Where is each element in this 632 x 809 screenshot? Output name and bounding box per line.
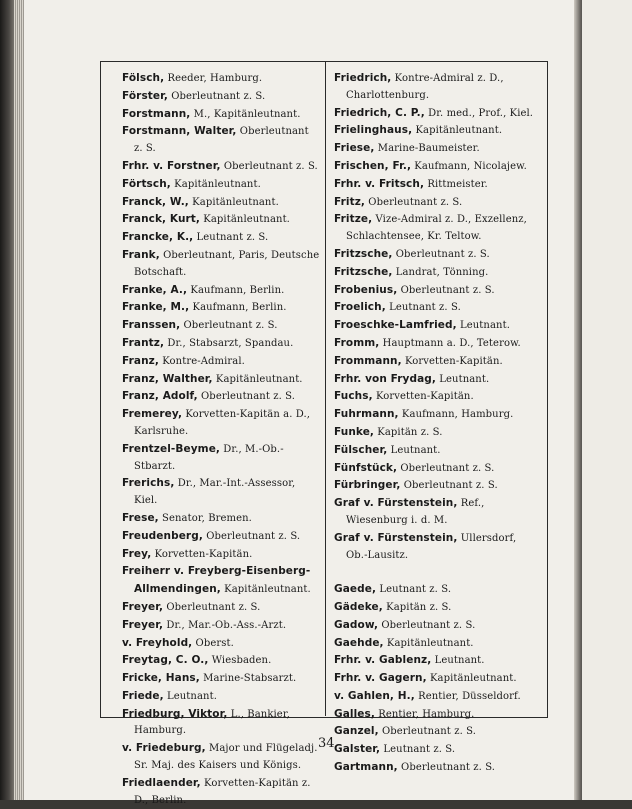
entry-name: Fromm,	[334, 336, 380, 349]
directory-entry	[122, 388, 320, 406]
entry-name: Galles,	[334, 707, 375, 720]
entry-name: Franssen,	[122, 319, 181, 332]
directory-entry	[122, 194, 320, 212]
directory-entry	[334, 706, 540, 724]
entry-description: Kapitänleutnant.	[412, 125, 503, 137]
directory-entry	[334, 176, 540, 194]
directory-entry	[334, 194, 540, 212]
entry-name: Fuhrmann,	[334, 408, 399, 421]
directory-entry	[334, 246, 540, 264]
entry-name: Frhr. von Frydag,	[334, 372, 436, 385]
entry-description: Oberst.	[192, 637, 234, 649]
directory-entry	[122, 441, 320, 476]
entry-name: Forstmann, Walter,	[122, 125, 237, 138]
directory-entry	[122, 335, 320, 353]
directory-entry	[122, 652, 320, 670]
directory-entry	[122, 528, 320, 546]
entry-description: Leutnant.	[431, 655, 485, 667]
entry-name: Freyer,	[122, 600, 164, 613]
directory-entry	[334, 652, 540, 670]
entry-name: Förster,	[122, 89, 168, 102]
entry-description: Kaufmann, Berlin.	[189, 302, 287, 314]
entry-name: Galster,	[334, 743, 381, 756]
directory-entry	[334, 140, 540, 158]
directory-entry	[334, 617, 540, 635]
entry-description: Kapitänleutnant.	[383, 637, 474, 649]
entry-name: Fuchs,	[334, 390, 373, 403]
entry-description: L., Bankier, Hamburg.	[134, 708, 290, 737]
left-column	[122, 70, 320, 809]
entry-description: Oberleutnant z. S.	[378, 619, 476, 631]
entry-description: Senator, Bremen.	[158, 512, 252, 524]
entry-description: Kapitänleutnant.	[188, 196, 279, 208]
directory-entry	[122, 123, 320, 158]
entry-name: Frhr. v. Forstner,	[122, 159, 221, 172]
directory-entry	[122, 706, 320, 741]
entry-description: Wiesbaden.	[208, 655, 272, 667]
directory-entry	[334, 335, 540, 353]
directory-entry	[122, 670, 320, 688]
entry-name: Gaehde,	[334, 636, 384, 649]
directory-entry	[334, 424, 540, 442]
entry-description: Kapitänleutnant.	[200, 214, 290, 226]
entry-name: Fünfstück,	[334, 461, 398, 474]
entry-name: Friedlaender,	[122, 776, 201, 789]
entry-description: Oberleutnant z. S.	[180, 320, 278, 332]
entry-name: Franz, Adolf,	[122, 390, 198, 403]
directory-entry	[122, 70, 320, 88]
directory-entry	[122, 247, 320, 282]
directory-entry	[334, 371, 540, 389]
entry-description: Oberleutnant z. S.	[220, 160, 318, 172]
directory-entry	[334, 406, 540, 424]
entry-description: Dr., Mar.-Int.-Assessor, Kiel.	[134, 478, 296, 507]
entry-description: Kapitänleutnant.	[426, 673, 517, 685]
entry-name: Francke, K.,	[122, 231, 194, 244]
entry-name: Fritzsche,	[334, 265, 393, 278]
entry-description: Leutnant.	[436, 373, 490, 385]
entry-name: Graf v. Fürstenstein,	[334, 497, 458, 510]
entry-description: Kapitän z. S.	[382, 601, 452, 613]
entry-description: Oberleutnant z. S.	[163, 601, 261, 613]
entry-description: Leutnant.	[387, 444, 441, 456]
directory-entry	[334, 530, 540, 565]
directory-entry	[334, 70, 540, 105]
entry-name: Friedrich,	[334, 72, 392, 84]
directory-entry	[122, 406, 320, 441]
entry-name: v. Friedeburg,	[122, 742, 206, 755]
entry-name: Frommann,	[334, 354, 402, 367]
entry-description: Ref., Wiesenburg i. d. M.	[346, 498, 485, 526]
entry-description: Korvetten-Kapitän.	[151, 548, 253, 560]
entry-name: Frentzel-Beyme,	[122, 442, 221, 455]
directory-entry	[334, 317, 540, 335]
right-column	[334, 70, 540, 777]
entry-name: Fritz,	[334, 195, 365, 208]
entry-name: Franz,	[122, 354, 159, 367]
entry-name: Frese,	[122, 511, 159, 524]
section-gap	[334, 564, 540, 581]
entry-name: Freudenberg,	[122, 529, 203, 542]
entry-name: Fritzsche,	[334, 247, 393, 260]
directory-entry	[334, 105, 540, 123]
entry-description: Oberleutnant z. S.	[392, 248, 490, 260]
directory-entry	[334, 282, 540, 300]
directory-entry	[122, 211, 320, 229]
entry-name: Gädeke,	[334, 600, 383, 613]
entry-name: Friede,	[122, 689, 164, 702]
entry-name: Frielinghaus,	[334, 124, 413, 137]
entry-name: Froeschke-Lamfried,	[334, 319, 457, 332]
directory-entry	[122, 599, 320, 617]
entry-description: Oberleutnant z. S.	[400, 480, 498, 492]
entry-description: Dr. med., Prof., Kiel.	[424, 107, 534, 119]
entry-description: Oberleutnant z. S.	[197, 391, 296, 403]
directory-entry	[122, 371, 320, 389]
entry-description: Rittmeister.	[424, 178, 488, 190]
entry-description: Oberleutnant z. S.	[378, 726, 476, 738]
directory-entry	[122, 176, 320, 194]
entry-description: Dr., Mar.-Ob.-Ass.-Arzt.	[163, 619, 287, 631]
directory-entry	[122, 299, 320, 317]
entry-name: Franke, M.,	[122, 301, 190, 314]
directory-entry	[334, 741, 540, 759]
directory-entry	[122, 88, 320, 106]
entry-name: Froelich,	[334, 301, 386, 314]
entry-description: Oberleutnant z. S.	[397, 284, 495, 296]
entry-name: Frhr. v. Fritsch,	[334, 177, 425, 190]
entry-description: Kapitänleutnant.	[170, 178, 261, 190]
entry-name: Fricke, Hans,	[122, 672, 200, 685]
directory-entry	[122, 475, 320, 510]
entry-description: Oberleutnant z. S.	[365, 196, 463, 208]
entry-name: Freiherr v. Freyberg-Eisenberg-Allmendingen,	[122, 565, 311, 596]
entry-name: Frey,	[122, 547, 152, 560]
entry-description: Korvetten-Kapitän.	[401, 355, 503, 367]
entry-name: Förtsch,	[122, 177, 171, 190]
entry-description: Leutnant z. S.	[376, 584, 452, 596]
entry-description: Oberleutnant z. S.	[167, 90, 266, 102]
entry-description: Oberleutnant z. S.	[202, 530, 301, 542]
directory-entry	[334, 158, 540, 176]
entry-name: Freyer,	[122, 618, 164, 631]
directory-entry	[122, 635, 320, 653]
entry-description: Leutnant z. S.	[385, 302, 461, 314]
page-number: 34	[318, 736, 335, 751]
directory-entry	[334, 477, 540, 495]
entry-description: Kontre-Admiral z. D., Charlottenburg.	[346, 73, 504, 101]
entry-name: Franck, W.,	[122, 195, 189, 208]
directory-entry	[334, 495, 540, 530]
entry-description: Kontre-Admiral.	[158, 355, 245, 367]
directory-entry	[122, 229, 320, 247]
entry-description: Kapitän z. S.	[374, 426, 443, 438]
entry-description: Landrat, Tönning.	[392, 266, 489, 278]
entry-description: Dr., Stabsarzt, Spandau.	[164, 337, 294, 349]
entry-description: Korvetten-Kapitän z. D., Berlin.	[134, 777, 311, 806]
entry-name: Forstmann,	[122, 107, 191, 120]
entry-name: Frischen, Fr.,	[334, 159, 412, 172]
entry-description: Oberleutnant z. S.	[134, 126, 309, 155]
entry-name: v. Freyhold,	[122, 636, 193, 649]
entry-name: Fölsch,	[122, 72, 165, 84]
directory-entry	[122, 158, 320, 176]
entry-name: Frerichs,	[122, 477, 175, 490]
directory-entry	[122, 740, 320, 775]
entry-name: Gadow,	[334, 618, 379, 631]
entry-description: Marine-Baumeister.	[374, 143, 480, 155]
entry-name: Funke,	[334, 425, 375, 438]
entry-description: Vize-Admiral z. D., Exzellenz, Schlachtensee, Kr. Teltow.	[346, 214, 527, 243]
entry-description: Kapitänleutnant.	[220, 584, 311, 596]
entry-description: Marine-Stabsarzt.	[199, 673, 297, 685]
entry-name: Frank,	[122, 248, 160, 261]
directory-entry	[122, 106, 320, 124]
entry-description: Oberleutnant, Paris, Deutsche Botschaft.	[134, 249, 320, 278]
entry-description: Kaufmann, Hamburg.	[398, 409, 514, 421]
entry-description: Leutnant.	[456, 320, 510, 332]
directory-entry	[122, 775, 320, 809]
entry-name: Fritze,	[334, 213, 373, 226]
entry-name: Freytag, C. O.,	[122, 654, 209, 667]
entry-description: Rentier, Hamburg.	[374, 708, 475, 720]
entry-description: Ullersdorf, Ob.-Lausitz.	[346, 532, 517, 561]
entry-description: Korvetten-Kapitän.	[372, 391, 474, 403]
entry-description: Kapitänleutnant.	[212, 373, 303, 385]
directory-entry	[334, 688, 540, 706]
entry-name: Gartmann,	[334, 761, 398, 774]
entry-name: Frobenius,	[334, 283, 398, 296]
entry-description: Kaufmann, Nicolajew.	[411, 160, 527, 172]
column-divider	[325, 61, 326, 716]
entry-name: Fülscher,	[334, 443, 388, 456]
directory-entry	[334, 353, 540, 371]
entry-name: Frhr. v. Gablenz,	[334, 654, 432, 667]
entry-name: Franz, Walther,	[122, 372, 213, 385]
directory-entry	[334, 299, 540, 317]
entry-description: Korvetten-Kapitän a. D., Karlsruhe.	[134, 409, 311, 437]
directory-entry	[334, 122, 540, 140]
directory-entry	[334, 599, 540, 617]
entry-name: Ganzel,	[334, 725, 379, 738]
directory-entry	[334, 388, 540, 406]
entry-name: v. Gahlen, H.,	[334, 689, 415, 702]
entry-description: M., Kapitänleutnant.	[190, 108, 301, 120]
directory-entry	[334, 759, 540, 777]
directory-entry	[334, 211, 540, 246]
directory-entry	[334, 581, 540, 599]
entry-description: Reeder, Hamburg.	[164, 73, 263, 84]
entry-description: Leutnant z. S.	[193, 232, 269, 244]
entry-name: Frantz,	[122, 336, 165, 349]
directory-entry	[122, 282, 320, 300]
entry-name: Fremerey,	[122, 408, 183, 421]
directory-entry	[122, 353, 320, 371]
directory-entry	[122, 317, 320, 335]
entry-name: Friedburg, Viktor,	[122, 707, 228, 720]
directory-entry	[122, 563, 320, 599]
entry-description: Dr., M.-Ob.-Stbarzt.	[134, 443, 284, 472]
entry-description: Oberleutnant z. S.	[397, 762, 496, 774]
directory-entry	[334, 460, 540, 478]
directory-entry	[334, 264, 540, 282]
entry-description: Oberleutnant z. S.	[397, 462, 495, 474]
directory-entry	[334, 635, 540, 653]
entry-name: Franke, A.,	[122, 283, 188, 296]
entry-description: Kaufmann, Berlin.	[187, 284, 285, 296]
entry-name: Frhr. v. Gagern,	[334, 672, 427, 685]
directory-entry	[334, 670, 540, 688]
directory-entry	[334, 723, 540, 741]
directory-entry	[122, 617, 320, 635]
entry-name: Fürbringer,	[334, 479, 401, 492]
entry-description: Hauptmann a. D., Teterow.	[379, 337, 521, 349]
entry-name: Franck, Kurt,	[122, 213, 201, 226]
directory-entry	[122, 688, 320, 706]
entry-name: Friedrich, C. P.,	[334, 106, 425, 119]
entry-description: Leutnant.	[163, 690, 217, 702]
directory-entry	[334, 442, 540, 460]
entry-description: Leutnant z. S.	[380, 744, 456, 756]
entry-name: Friese,	[334, 142, 375, 155]
entry-name: Gaede,	[334, 583, 377, 596]
entry-description: Rentier, Düsseldorf.	[414, 690, 521, 702]
entry-description: Major und Flügeladj. Sr. Maj. des Kaisers und Königs.	[134, 743, 318, 772]
directory-entry	[122, 546, 320, 564]
facing-page-edge	[582, 0, 632, 800]
entry-name: Graf v. Fürstenstein,	[334, 531, 458, 544]
directory-entry	[122, 510, 320, 528]
